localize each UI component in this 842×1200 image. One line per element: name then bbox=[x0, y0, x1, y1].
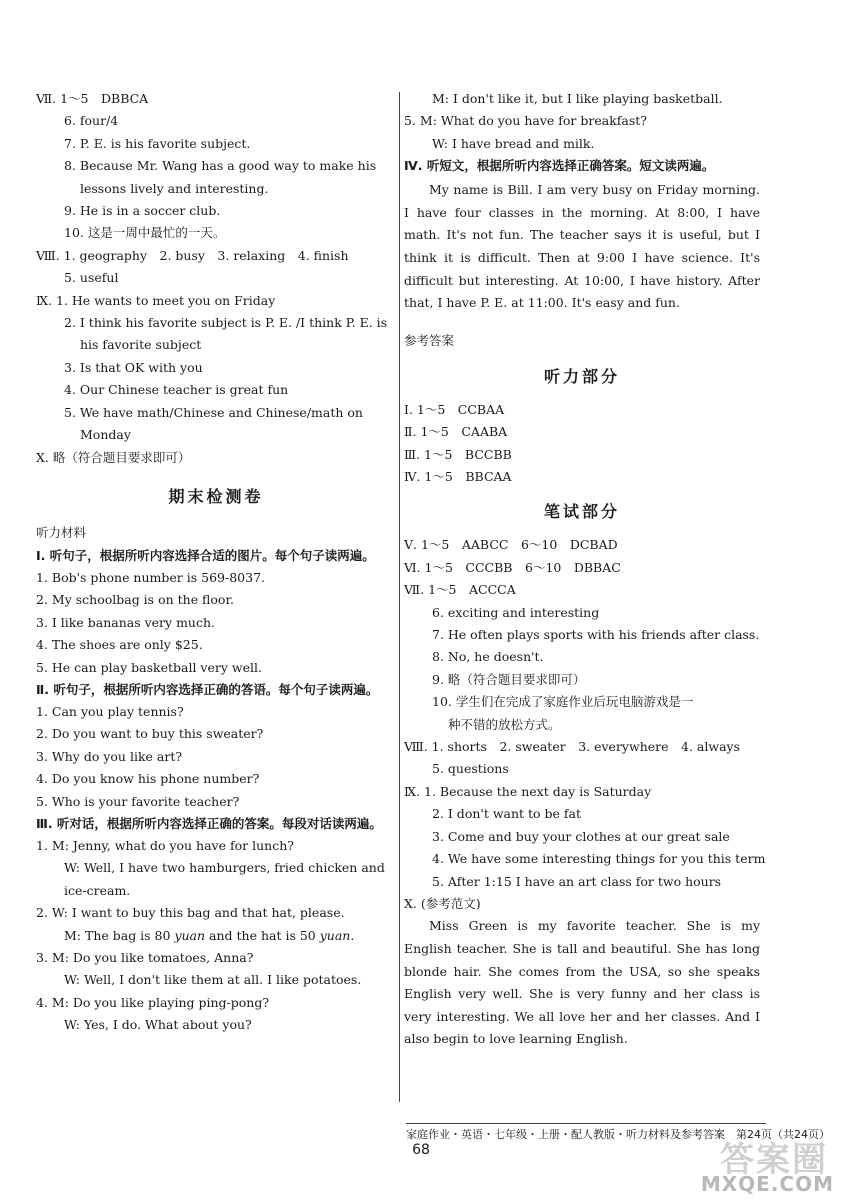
answer-viii-5: 5. useful bbox=[64, 270, 119, 286]
exam-title: 期末检测卷 bbox=[168, 486, 264, 506]
model-essay: Miss Green is my favorite teacher. She is my English teacher. She is tall and beautiful. She has long blonde hair. She comes from the USA, so she speaks English very well. She is very funny and her class is very interesting. We all love her and her classes. And I also begin to love learning English. bbox=[404, 918, 760, 1047]
answer-ix-2-cont: his favorite subject bbox=[80, 337, 202, 353]
dialog3-w: W: Well, I don't like them at all. I like potatoes. bbox=[64, 972, 362, 988]
listening-passage: My name is Bill. I am very busy on Friday morning. I have four classes in the morning. At 8:00, I have math. It's not fun. The teacher says it is useful, but I think it is difficult. Then at 9:00 I have science. It's difficult but interesting. At 10:00, I have history. After that, I have P. E. at 11:00. It's easy and fun. bbox=[404, 182, 760, 311]
ix-item: 2. I don't want to be fat bbox=[432, 806, 582, 822]
page-footer: 家庭作业・英语・七年级・上册・配人教版・听力材料及参考答案 第24页（共24页） bbox=[406, 1123, 766, 1143]
dialog1-w-cont: ice-cream. bbox=[64, 882, 131, 898]
dialog4-m-cont: M: I don't like it, but I like playing basketball. bbox=[432, 91, 723, 106]
dialog1-m: 1. M: Jenny, what do you have for lunch? bbox=[36, 837, 294, 853]
answer-viii-1-4: Ⅷ. 1. geography 2. busy 3. relaxing 4. finish bbox=[36, 247, 349, 263]
dialog2-m: M: The bag is 80 yuan and the hat is 50 yuan. bbox=[64, 927, 355, 943]
part1-item: 4. The shoes are only $25. bbox=[36, 637, 203, 653]
answer-ix-1: Ⅸ. 1. He wants to meet you on Friday bbox=[36, 292, 276, 308]
watermark-site: MXQE.COM bbox=[700, 1172, 834, 1196]
listening-section-header: 听力部分 bbox=[543, 366, 620, 386]
part2-item: 1. Can you play tennis? bbox=[36, 703, 184, 719]
dialog3-m: 3. M: Do you like tomatoes, Anna? bbox=[36, 950, 254, 965]
part2-item: 3. Why do you like art? bbox=[36, 748, 183, 764]
ix-item: 3. Come and buy your clothes at our great sale bbox=[432, 828, 730, 844]
answer-vii-8: 8. Because Mr. Wang has a good way to make his bbox=[64, 158, 377, 174]
part1-item: 3. I like bananas very much. bbox=[36, 614, 215, 630]
ix-item: Ⅸ. 1. Because the next day is Saturday bbox=[404, 783, 652, 799]
vii-item: 6. exciting and interesting bbox=[432, 604, 600, 620]
answer-ix-2: 2. I think his favorite subject is P. E. /I think P. E. is bbox=[64, 315, 388, 331]
page-number: 68 bbox=[412, 1142, 430, 1158]
answers-label: 参考答案 bbox=[404, 332, 455, 348]
writing-answer-vii: Ⅶ. 1～5 ACCCA bbox=[404, 582, 516, 598]
writing-answer-vi: Ⅵ. 1～5 CCCBB 6～10 DBBAC bbox=[404, 559, 621, 575]
vii-item-cont: 种不错的放松方式。 bbox=[448, 716, 561, 732]
vii-item: 7. He often plays sports with his friends after class. bbox=[432, 627, 760, 643]
part1-item: 2. My schoolbag is on the floor. bbox=[36, 592, 235, 608]
part2-item: 2. Do you want to buy this sweater? bbox=[36, 726, 264, 742]
writing-answer-v: Ⅴ. 1～5 AABCC 6～10 DCBAD bbox=[404, 537, 618, 553]
part2-item: 4. Do you know his phone number? bbox=[36, 771, 260, 787]
answer-ix-5-cont: Monday bbox=[80, 427, 131, 443]
answer-x: Ⅹ. 略（符合题目要求即可） bbox=[36, 449, 191, 465]
writing-section-header: 笔试部分 bbox=[543, 502, 620, 522]
ix-item: 5. After 1:15 I have an art class for two hours bbox=[432, 873, 722, 889]
dialog4-m: 4. M: Do you like playing ping-pong? bbox=[36, 994, 270, 1010]
listening-material-label: 听力材料 bbox=[36, 524, 87, 540]
x-label: Ⅹ. (参考范文) bbox=[404, 895, 481, 911]
answer-vii-7: 7. P. E. is his favorite subject. bbox=[64, 135, 251, 151]
vii-item: 10. 学生们在完成了家庭作业后玩电脑游戏是一 bbox=[432, 694, 694, 710]
watermark-logo: 答案圈 bbox=[720, 1140, 828, 1180]
right-column bbox=[404, 88, 766, 1051]
answer-vii-10: 10. 这是一周中最忙的一天。 bbox=[64, 225, 226, 241]
dialog1-w: W: Well, I have two hamburgers, fried chicken and bbox=[64, 860, 385, 876]
answer-ix-5: 5. We have math/Chinese and Chinese/math on bbox=[64, 404, 363, 420]
listening-answer: Ⅱ. 1～5 CAABA bbox=[404, 424, 508, 440]
part2-item: 5. Who is your favorite teacher? bbox=[36, 793, 240, 809]
vii-item: 9. 略（符合题目要求即可） bbox=[432, 671, 586, 687]
answer-ix-3: 3. Is that OK with you bbox=[64, 359, 203, 375]
part1-item: 5. He can play basketball very well. bbox=[36, 659, 262, 675]
answer-vii-8-cont: lessons lively and interesting. bbox=[80, 180, 269, 196]
listening-answer: Ⅳ. 1～5 BBCAA bbox=[404, 469, 512, 484]
left-column bbox=[36, 88, 396, 1037]
answer-vii-1-5: Ⅶ. 1～5 DBBCA bbox=[36, 91, 149, 106]
viii-item: Ⅷ. 1. shorts 2. sweater 3. everywhere 4. always bbox=[404, 739, 740, 755]
part4-title: Ⅳ. 听短文，根据所听内容选择正确答案。短文读两遍。 bbox=[404, 158, 715, 174]
listening-answer: Ⅰ. 1～5 CCBAA bbox=[404, 401, 505, 417]
part3-title: Ⅲ. 听对话，根据所听内容选择正确的答案。每段对话读两遍。 bbox=[36, 815, 382, 831]
dialog2-w: 2. W: I want to buy this bag and that hat, please. bbox=[36, 905, 345, 921]
viii-item-cont: 5. questions bbox=[432, 761, 509, 777]
dialog5-m: 5. M: What do you have for breakfast? bbox=[404, 113, 647, 129]
dialog4-w: W: Yes, I do. What about you? bbox=[64, 1017, 252, 1033]
watermark bbox=[660, 1132, 838, 1198]
answer-vii-6: 6. four/4 bbox=[64, 113, 119, 129]
part1-item: 1. Bob's phone number is 569-8037. bbox=[36, 569, 265, 585]
part2-title: Ⅱ. 听句子，根据所听内容选择正确的答语。每个句子读两遍。 bbox=[36, 681, 379, 697]
dialog5-w: W: I have bread and milk. bbox=[432, 135, 595, 151]
vii-item: 8. No, he doesn't. bbox=[432, 649, 544, 665]
column-divider bbox=[399, 92, 400, 1102]
listening-answer: Ⅲ. 1～5 BCCBB bbox=[404, 446, 512, 462]
answer-vii-9: 9. He is in a soccer club. bbox=[64, 203, 221, 219]
part1-title: Ⅰ. 听句子，根据所听内容选择合适的图片。每个句子读两遍。 bbox=[36, 547, 375, 563]
answer-ix-4: 4. Our Chinese teacher is great fun bbox=[64, 382, 289, 398]
ix-item: 4. We have some interesting things for you this term bbox=[432, 851, 766, 867]
